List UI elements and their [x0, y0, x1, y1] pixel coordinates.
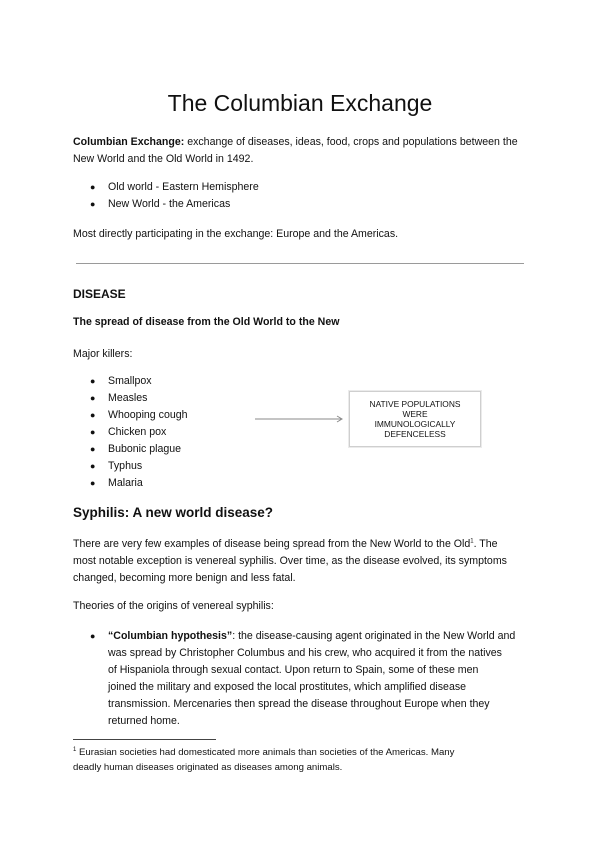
hypothesis-text: transmission. Mercenaries then spread the disease throughout Europe when they — [108, 698, 490, 710]
bullet-icon: ● — [90, 444, 96, 454]
syphilis-paragraph — [73, 536, 529, 587]
syphilis-text: changed, becoming more benign and less fatal. — [73, 572, 296, 584]
syphilis-text: most notable exception is venereal syphilis. Over time, as the disease evolved, its symptoms — [73, 555, 507, 567]
intro-definition-line2: New World and the Old World in 1492. — [73, 153, 254, 165]
callout-line: WERE — [402, 409, 428, 419]
intro-definition — [73, 134, 529, 168]
list-item: ● Old world - Eastern Hemisphere — [82, 179, 382, 196]
intro-definition-text: exchange of diseases, ideas, food, crops and populations between the — [184, 136, 518, 148]
callout-line: NATIVE POPULATIONS — [369, 399, 461, 409]
bullet-icon: ● — [90, 410, 96, 420]
footnote — [73, 745, 529, 775]
hypothesis-text: was spread by Christopher Columbus and his crew, who acquired it from the natives — [108, 647, 502, 659]
participants-text: Most directly participating in the exchange: Europe and the Americas. — [73, 228, 399, 240]
bullet-icon: ● — [90, 376, 96, 386]
list-item: ● Whooping cough — [82, 407, 282, 424]
bullet-icon: ● — [90, 393, 96, 403]
list-item: ● New World - the Americas — [82, 196, 382, 213]
disease-subheading: The spread of disease from the Old World to the New — [73, 316, 340, 328]
page-title: The Columbian Exchange — [167, 90, 433, 116]
footnote-divider — [73, 739, 216, 740]
hypothesis-text: of Hispaniola through sexual contact. Upon return to Spain, some of these men — [108, 664, 479, 676]
hypothesis-text: joined the military and exposed the local prostitutes, which amplified disease — [108, 681, 467, 693]
footnote-ref[interactable]: 1 — [470, 538, 474, 545]
bullet-icon: ● — [90, 427, 96, 437]
footnote-text: Eurasian societies had domesticated more animals than societies of the Americas. Many — [76, 747, 455, 758]
hypothesis-term: “Columbian hypothesis” — [108, 630, 233, 642]
list-item: ● Chicken pox — [82, 424, 282, 441]
list-item: ● Measles — [82, 390, 282, 407]
footnote-text: deadly human diseases originated as diseases among animals. — [73, 762, 343, 773]
list-item: ● Bubonic plague — [82, 441, 282, 458]
bullet-icon: ● — [90, 478, 96, 488]
syphilis-heading: Syphilis: A new world disease? — [73, 505, 274, 520]
hemisphere-list — [82, 179, 382, 213]
bullet-icon: ● — [90, 199, 96, 209]
hypothesis-item — [82, 628, 529, 730]
arrow-right-icon — [255, 414, 347, 424]
footnote-marker: 1 — [73, 746, 77, 753]
hypothesis-text: returned home. — [108, 715, 180, 727]
syphilis-text: . The — [473, 538, 498, 550]
native-populations-callout — [349, 391, 481, 447]
hypothesis-text: : the disease-causing agent originated in the New World and — [232, 630, 516, 642]
callout-line: IMMUNOLOGICALLY — [374, 419, 456, 429]
theories-label: Theories of the origins of venereal syphilis: — [73, 600, 274, 612]
disease-heading: DISEASE — [73, 287, 126, 301]
list-item: ● Smallpox — [82, 373, 282, 390]
bullet-icon: ● — [90, 182, 96, 192]
syphilis-text: There are very few examples of disease being spread from the New World to the Old — [73, 538, 471, 550]
list-item: ● Malaria — [82, 475, 282, 492]
intro-term: Columbian Exchange: — [73, 136, 185, 148]
section-divider — [76, 263, 524, 264]
list-item: ● Typhus — [82, 458, 282, 475]
major-killers-label: Major killers: — [73, 348, 133, 360]
bullet-icon: ● — [90, 461, 96, 471]
killers-list — [82, 373, 282, 492]
callout-line: DEFENCELESS — [384, 429, 446, 439]
bullet-icon: ● — [90, 631, 96, 641]
